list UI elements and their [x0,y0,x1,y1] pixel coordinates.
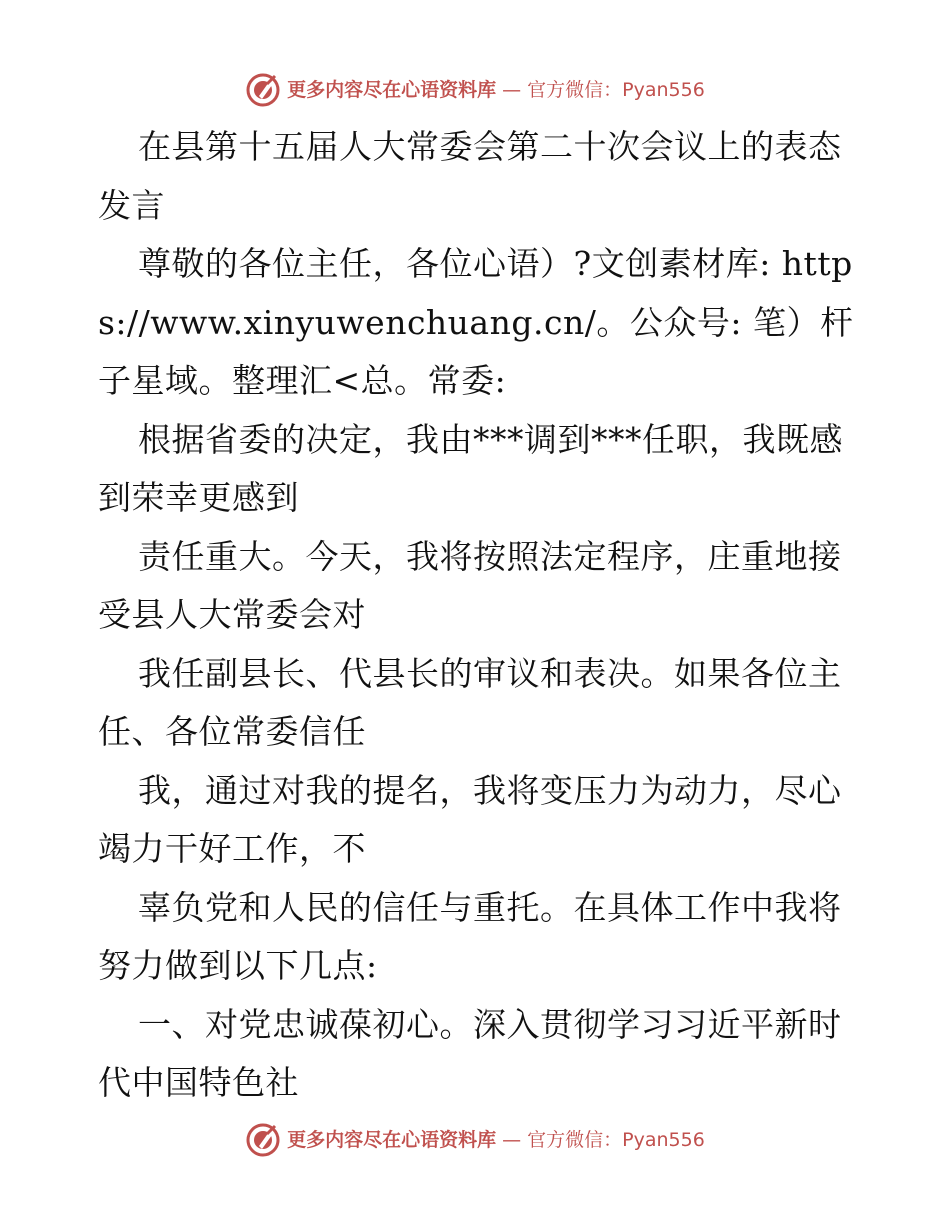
header-text-wechat: 官方微信：Pyan556 [527,78,705,101]
header-text-dash: — [502,78,522,101]
doc-paragraph-title: 在县第十五届人大常委会第二十次会议上的表态发言 [98,127,842,225]
doc-paragraph: 根据省委的决定，我由***调到***任职，我既感到荣幸更感到 [98,419,843,517]
header-watermark [0,70,950,110]
doc-paragraph: 尊敬的各位主任，各位心语）?文创素材库: https://www.xinyuwenchuang.cn/。公众号: 笔）杆子星域。整理汇<总。常委: [98,244,854,400]
doc-paragraph: 我，通过对我的提名，我将变压力为动力，尽心竭力干好工作，不 [98,770,842,868]
pen-nib-logo-icon [245,72,281,108]
pen-nib-logo-icon [245,1122,281,1158]
footer-text-main: 更多内容尽在心语资料库 [287,1128,497,1151]
doc-paragraph: 一、对党忠诚葆初心。深入贯彻学习习近平新时代中国特色社 [98,1004,842,1102]
doc-paragraph: 我任副县长、代县长的审议和表决。如果各位主任、各位常委信任 [98,653,842,751]
doc-paragraph: 责任重大。今天，我将按照法定程序，庄重地接受县人大常委会对 [98,536,842,634]
footer-watermark [0,1120,950,1160]
document-body [98,118,858,1113]
header-text-main: 更多内容尽在心语资料库 [287,78,497,101]
doc-paragraph: 辜负党和人民的信任与重托。在具体工作中我将努力做到以下几点: [98,887,842,985]
footer-text-wechat: 官方微信：Pyan556 [527,1128,705,1151]
footer-text-dash: — [502,1128,522,1151]
